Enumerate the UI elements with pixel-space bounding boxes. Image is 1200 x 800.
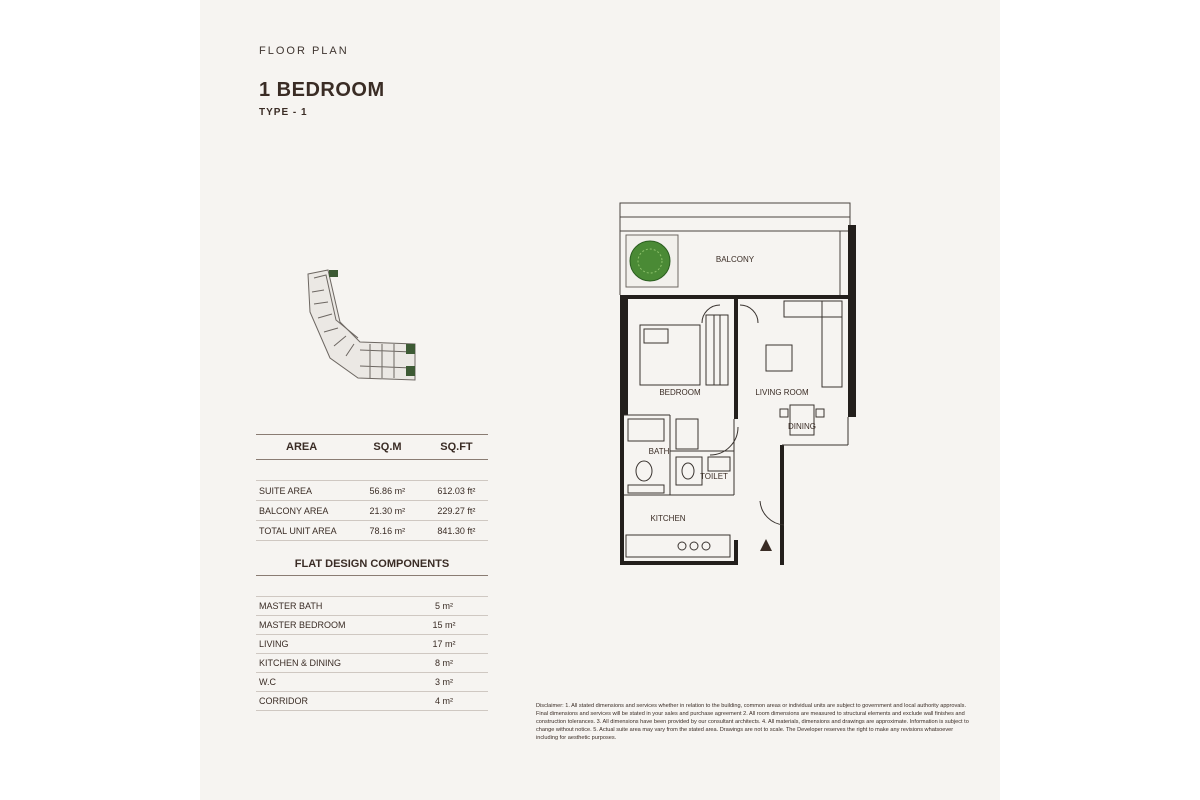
- floor-plan-diagram: [610, 195, 870, 565]
- section-eyebrow: FLOOR PLAN: [259, 45, 349, 57]
- toilet-fixture: [676, 457, 702, 485]
- bath-vanity: [628, 419, 664, 441]
- list-item: [256, 597, 488, 616]
- row-sqm: 21.30 m²: [369, 505, 406, 516]
- bed: [640, 325, 700, 385]
- page-title: 1 BEDROOM: [259, 79, 385, 101]
- component-name: MASTER BATH: [259, 601, 323, 611]
- component-name: CORRIDOR: [259, 696, 308, 706]
- row-area-label: SUITE AREA: [259, 485, 313, 496]
- col-area: AREA: [286, 441, 318, 453]
- label-bath: BATH: [648, 447, 670, 456]
- component-name: MASTER BEDROOM: [259, 620, 346, 630]
- components-table: [256, 596, 488, 711]
- component-value: 5 m²: [435, 601, 453, 611]
- row-sqm: 56.86 m²: [369, 485, 406, 496]
- col-sqft: SQ.FT: [440, 441, 473, 453]
- row-sqft: 841.30 ft²: [437, 525, 476, 536]
- label-dining: DINING: [788, 422, 816, 431]
- label-living-room: LIVING ROOM: [755, 388, 809, 397]
- component-value: 15 m²: [432, 620, 456, 630]
- entrance-icon: [760, 539, 772, 551]
- list-item: [256, 616, 488, 635]
- key-plan-marker-mid: [406, 344, 415, 354]
- row-area-label: TOTAL UNIT AREA: [259, 525, 337, 536]
- floor-plan-sheet: [200, 0, 1000, 800]
- row-area-label: BALCONY AREA: [259, 505, 329, 516]
- label-toilet: TOILET: [700, 472, 728, 481]
- disclaimer-text: Disclaimer: 1. All stated dimensions and services whether in relation to the building, common areas or individual units are subject to government and local authority approvals. Final dimensions and services will be stated in your sales and purchase agreement 2. All room dimensions are measured to structural elements and exclude wall finishes and construction tolerances. 3. All dimensions have been provided by our consultant architects. 4. All materials, dimensions and drawings are approximate. Information is subject to change without notice. 5. Actual suite area may vary from the stated area. Drawings are not to scale. The Developer reserves the right to make any revisions whatsoever including for aesthetic purposes.: [536, 703, 969, 741]
- key-plan-diagram: [300, 262, 430, 392]
- key-plan-marker-top: [329, 270, 338, 277]
- table-row: [256, 521, 488, 541]
- tree-icon: [630, 241, 670, 281]
- area-table: [256, 434, 488, 541]
- list-item: [256, 654, 488, 673]
- list-item: [256, 692, 488, 711]
- coffee-table: [766, 345, 792, 371]
- component-name: W.C: [259, 677, 276, 687]
- table-row: [256, 501, 488, 521]
- components-title: FLAT DESIGN COMPONENTS: [256, 553, 488, 576]
- label-kitchen: KITCHEN: [650, 514, 686, 523]
- list-item: [256, 673, 488, 692]
- area-table-header: [256, 434, 488, 460]
- table-divider: [256, 460, 488, 481]
- list-item: [256, 635, 488, 654]
- table-row: [256, 481, 488, 501]
- row-sqft: 612.03 ft²: [437, 485, 476, 496]
- row-sqm: 78.16 m²: [369, 525, 406, 536]
- row-sqft: 229.27 ft²: [437, 505, 476, 516]
- component-name: KITCHEN & DINING: [259, 658, 342, 668]
- key-plan-marker-bottom: [406, 366, 415, 376]
- label-bedroom: BEDROOM: [659, 388, 701, 397]
- component-value: 3 m²: [435, 677, 453, 687]
- component-value: 4 m²: [435, 696, 453, 706]
- unit-type: TYPE - 1: [259, 107, 308, 118]
- col-sqm: SQ.M: [373, 441, 402, 453]
- label-balcony: BALCONY: [715, 255, 755, 264]
- component-name: LIVING: [259, 639, 289, 649]
- component-value: 17 m²: [432, 639, 456, 649]
- sofa: [784, 301, 842, 317]
- component-value: 8 m²: [435, 658, 453, 668]
